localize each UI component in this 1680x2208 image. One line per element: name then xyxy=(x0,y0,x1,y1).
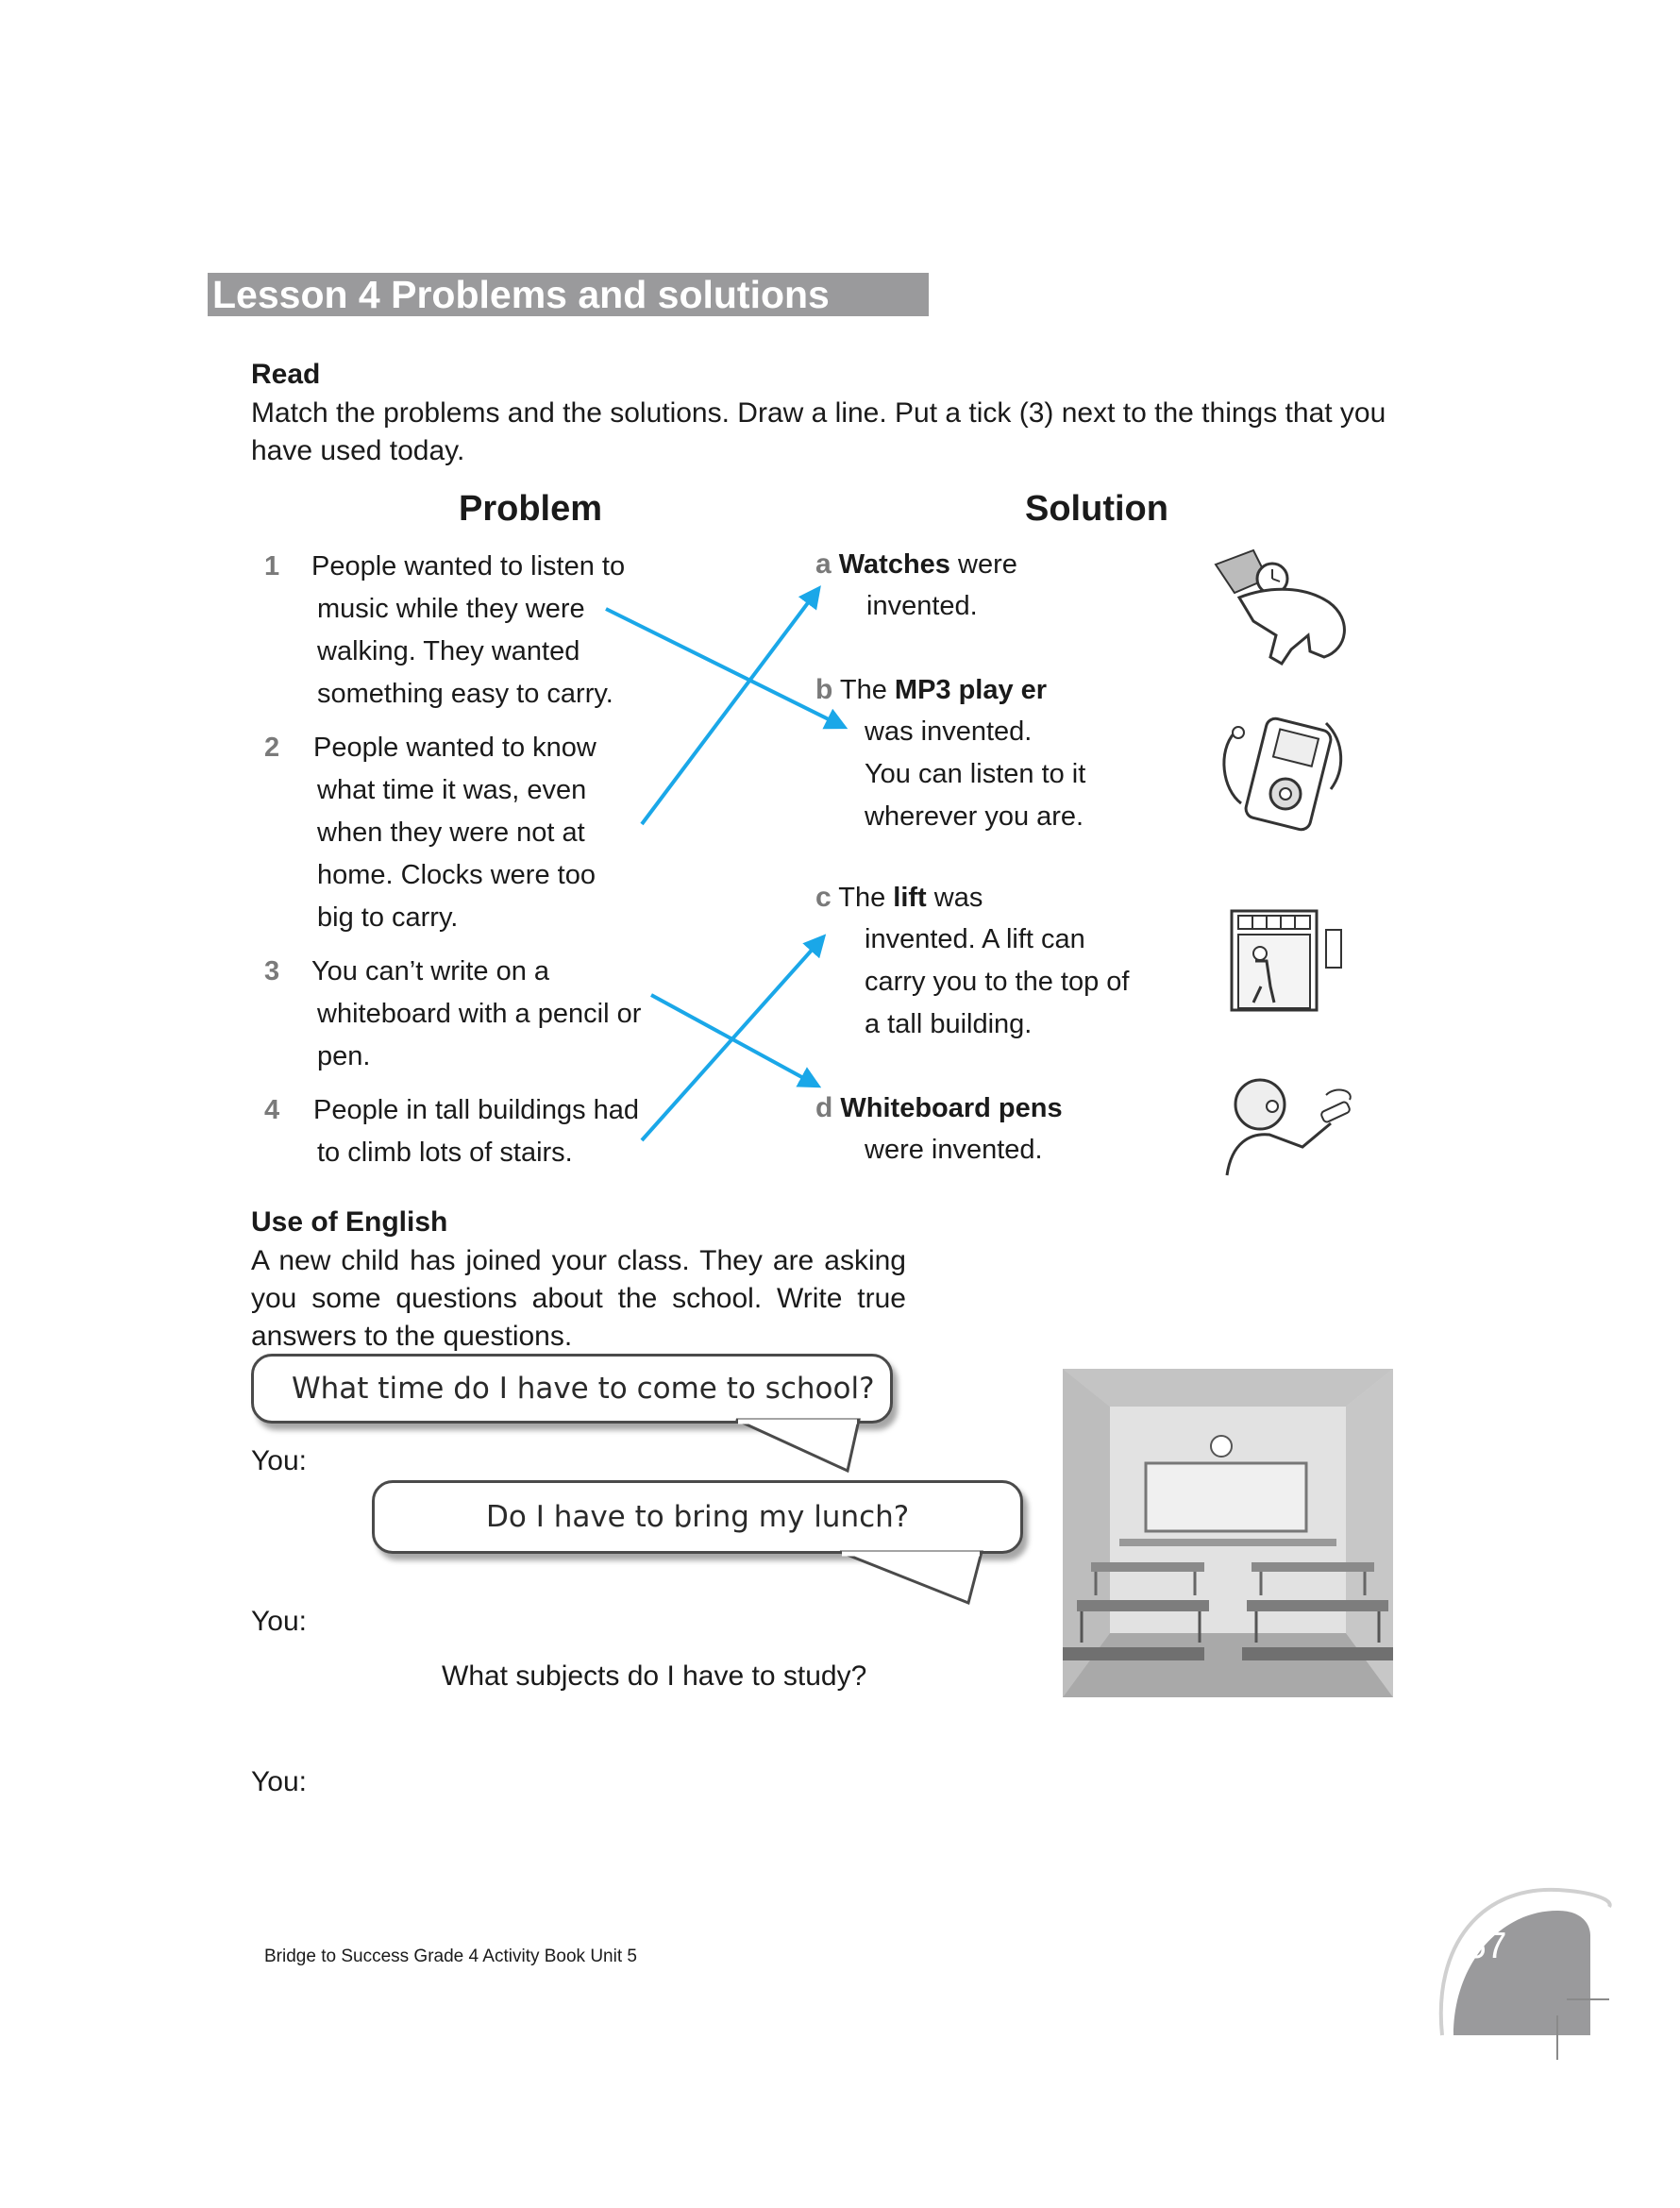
problem-1-line-3: walking. They wanted xyxy=(317,636,580,666)
speech-bubble-2-tail xyxy=(831,1548,1000,1610)
solution-c-line-2: carry you to the top of xyxy=(865,967,1130,997)
match-line-2-a xyxy=(642,589,818,824)
solution-b-line-1: was invented. xyxy=(865,716,1033,747)
problem-1-line-4: something easy to carry. xyxy=(317,679,613,709)
problem-number-3: 3 xyxy=(264,956,280,986)
solution-b-line-2: You can listen to it xyxy=(865,759,1086,789)
solution-post: was xyxy=(926,883,983,913)
problem-2-line-5: big to carry. xyxy=(317,902,459,933)
problem-2-line-1: People wanted to know xyxy=(313,733,596,763)
problem-number-2: 2 xyxy=(264,733,280,763)
problem-number: 1 xyxy=(264,551,280,581)
solution-bold: Whiteboard pens xyxy=(840,1093,1063,1123)
problem-4-line-1: People in tall buildings had xyxy=(313,1095,640,1125)
lesson-title: Lesson 4 Problems and solutions xyxy=(212,273,830,316)
solution-bold: Watches xyxy=(838,549,950,580)
match-line-3-d xyxy=(651,995,817,1086)
answer-label-3: You: xyxy=(251,1766,307,1797)
uoe-intro-line-2: you some questions about the school. Write true xyxy=(251,1283,906,1314)
problem-1-line-1: People wanted to listen to xyxy=(311,551,626,581)
problem-3-line-2: whiteboard with a pencil or xyxy=(317,999,642,1029)
problem-2-line-4: home. Clocks were too xyxy=(317,860,596,890)
solution-c-line-3: a tall building. xyxy=(865,1009,1033,1039)
solution-bold: lift xyxy=(893,883,927,913)
problem-1-line-2: music while they were xyxy=(317,594,585,624)
speech-bubble-1-tail xyxy=(727,1416,878,1476)
solution-pre: The xyxy=(839,675,895,705)
wristwatch-icon xyxy=(1197,546,1357,670)
solution-bold: MP3 play er xyxy=(894,675,1048,705)
read-instruction-line1: Match the problems and the solutions. Draw a line. Put a tick (3) next to the things that you xyxy=(251,397,1386,429)
solution-d-line-1: were invented. xyxy=(865,1135,1043,1165)
problem-3-line-1: You can’t write on a xyxy=(311,956,550,986)
solution-a-line-1: invented. xyxy=(866,591,978,621)
question-2: Do I have to bring my lunch? xyxy=(486,1500,910,1534)
uoe-intro-line-1: A new child has joined your class. They are asking xyxy=(251,1245,906,1276)
match-line-1-b xyxy=(606,609,844,727)
problem-2-line-3: when they were not at xyxy=(317,817,585,848)
page-number: 57 xyxy=(1466,1926,1507,1966)
solution-column-title: Solution xyxy=(1025,489,1168,529)
solution-pre: The xyxy=(838,883,894,913)
solution-letter: c xyxy=(815,882,832,913)
mp3-player-icon xyxy=(1218,714,1350,836)
read-heading: Read xyxy=(251,359,321,390)
problem-4-line-2: to climb lots of stairs. xyxy=(317,1138,573,1168)
solution-letter: d xyxy=(815,1092,833,1123)
uoe-intro-line-3: answers to the questions. xyxy=(251,1321,573,1352)
solution-post: were xyxy=(949,549,1017,580)
problem-2-line-2: what time it was, even xyxy=(317,775,587,805)
match-line-4-c xyxy=(642,937,823,1140)
read-instruction-line2: have used today. xyxy=(251,435,465,466)
speech-bubble-2 xyxy=(372,1480,1023,1554)
problem-number-4: 4 xyxy=(264,1095,280,1125)
answer-label-1: You: xyxy=(251,1445,307,1476)
page-number-badge xyxy=(1425,1879,1633,2086)
question-3: What subjects do I have to study? xyxy=(442,1660,867,1692)
solution-letter: a xyxy=(815,548,832,580)
use-of-english-heading: Use of English xyxy=(251,1206,448,1238)
whiteboard-pen-icon xyxy=(1218,1067,1359,1180)
solution-b-line-3: wherever you are. xyxy=(865,801,1084,832)
solution-c-line-1: invented. A lift can xyxy=(865,924,1085,954)
lift-icon xyxy=(1227,897,1350,1014)
problem-column-title: Problem xyxy=(459,489,603,529)
classroom-photo xyxy=(1063,1369,1393,1697)
answer-label-2: You: xyxy=(251,1606,307,1637)
solution-letter: b xyxy=(815,674,833,705)
speech-bubble-1 xyxy=(251,1354,893,1424)
problem-3-line-3: pen. xyxy=(317,1041,371,1071)
footer-book-title: Bridge to Success Grade 4 Activity Book Unit 5 xyxy=(264,1947,637,1966)
question-1: What time do I have to come to school? xyxy=(292,1372,875,1406)
